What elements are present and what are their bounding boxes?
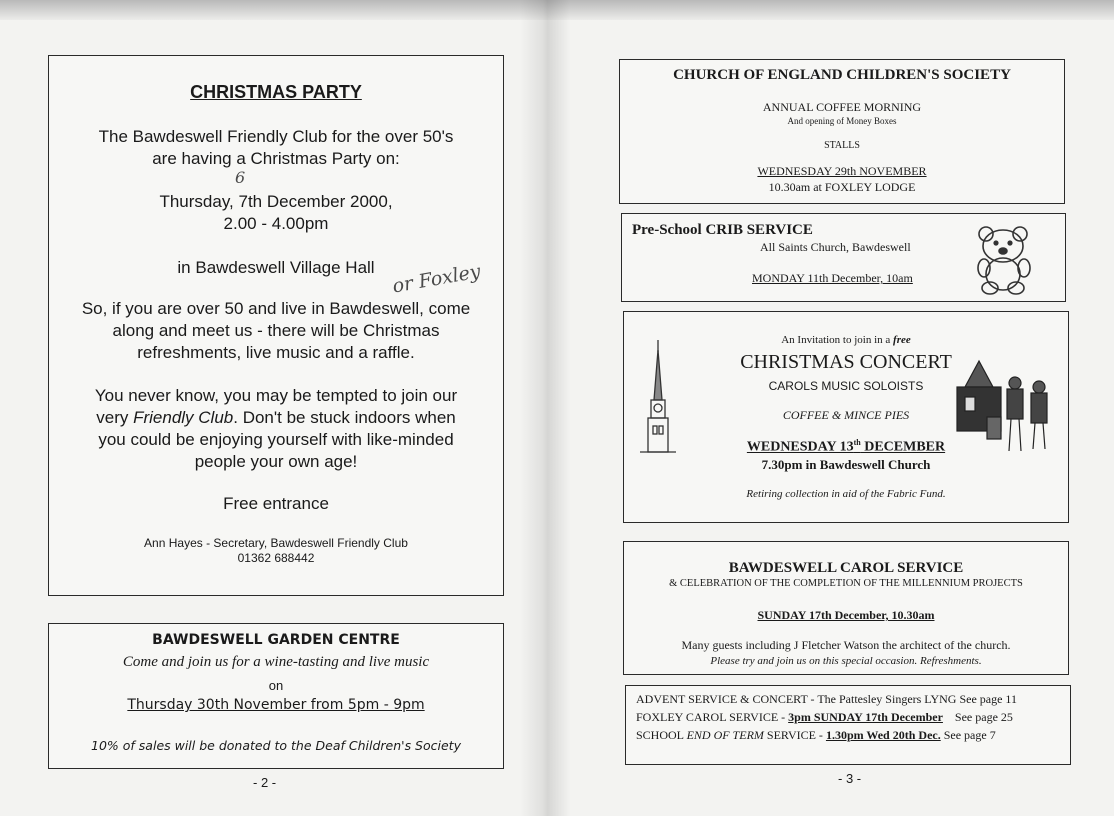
crib-place: All Saints Church, Bawdeswell <box>760 240 911 254</box>
cecs-stalls: STALLS <box>824 140 860 151</box>
never-2-a: very <box>96 408 134 427</box>
crib-service-box <box>621 213 1066 302</box>
garden-centre-box <box>48 623 504 769</box>
garden-date: Thursday 30th November from 5pm - 9pm <box>127 697 425 713</box>
concert-invite-a: An Invitation to join in a <box>781 334 894 346</box>
handwritten-six: 6 <box>235 168 246 187</box>
party-intro-1: The Bawdeswell Friendly Club for the over 50's <box>98 127 454 146</box>
carol-date: SUNDAY 17th December, 10.30am <box>757 608 935 622</box>
concert-time: 7.30pm in Bawdeswell Church <box>761 457 931 472</box>
concert-date-a: WEDNESDAY 13 <box>746 439 854 455</box>
concert-invite-free: free <box>893 334 911 346</box>
advent-l3-d: 1.30pm Wed 20th Dec. <box>825 728 941 742</box>
cecs-time: 10.30am at FOXLEY LODGE <box>768 180 916 194</box>
advent-l2-b: 3pm SUNDAY 17th December <box>788 710 943 724</box>
concert-refreshments: COFFEE & MINCE PIES <box>782 408 910 422</box>
advent-l3-c: SERVICE - <box>763 728 826 742</box>
concert-date-b: DECEMBER <box>860 439 946 455</box>
party-body-3: refreshments, live music and a raffle. <box>137 343 415 362</box>
other-services-box <box>625 685 1071 765</box>
page-number-right: - 3 - <box>838 771 862 786</box>
advent-l3-e: See page 7 <box>940 728 996 742</box>
party-date: Thursday, 7th December 2000, <box>159 192 393 211</box>
page-number-left: - 2 - <box>253 775 277 790</box>
party-title: CHRISTMAS PARTY <box>190 82 362 102</box>
party-contact: Ann Hayes - Secretary, Bawdeswell Friendly Club <box>144 536 408 550</box>
garden-subtitle: Come and join us for a wine-tasting and live music <box>122 654 430 670</box>
party-free-entrance: Free entrance <box>223 494 329 513</box>
cecs-sub: And opening of Money Boxes <box>787 116 897 126</box>
concert-title: CHRISTMAS CONCERT <box>740 351 952 373</box>
carol-singers-icon <box>951 357 1057 461</box>
party-body-2: along and meet us - there will be Christmas <box>112 321 440 340</box>
cecs-title: CHURCH OF ENGLAND CHILDREN'S SOCIETY <box>673 67 1011 83</box>
crib-title: Pre-School CRIB SERVICE <box>632 222 813 238</box>
carol-guests: Many guests including J Fletcher Watson the architect of the church. <box>681 638 1011 652</box>
cecs-event: ANNUAL COFFEE MORNING <box>762 100 922 114</box>
garden-on: on <box>268 678 284 693</box>
christmas-party-box <box>48 55 504 596</box>
church-spire-icon <box>638 340 678 458</box>
party-time: 2.00 - 4.00pm <box>223 214 329 233</box>
advent-line-3 <box>636 728 996 743</box>
advent-l3-b: END OF TERM <box>686 728 764 742</box>
party-never-3: you could be enjoying yourself with like-minded <box>98 430 454 449</box>
handwritten-or-foxley: or Foxley <box>390 260 483 298</box>
cecs-date: WEDNESDAY 29th NOVEMBER <box>757 164 927 178</box>
concert-date-sup: th <box>853 438 861 447</box>
concert-invite <box>624 334 1068 346</box>
carol-service-box <box>623 541 1069 675</box>
carol-sub: & CELEBRATION OF THE COMPLETION OF THE MILLENNIUM PROJECTS <box>669 578 1023 589</box>
teddy-bear-icon <box>974 224 1038 296</box>
crib-date: MONDAY 11th December, 10am <box>752 271 913 285</box>
childrens-society-box <box>619 59 1065 204</box>
advent-l2-a: FOXLEY CAROL SERVICE - <box>636 710 789 724</box>
page-gutter <box>520 0 570 816</box>
advent-l2-c: See page 25 <box>942 710 1013 724</box>
advent-l3-a: SCHOOL <box>636 728 687 742</box>
carol-title: BAWDESWELL CAROL SERVICE <box>728 560 964 576</box>
advent-line-2 <box>636 710 1013 725</box>
party-intro-2: are having a Christmas Party on: <box>152 149 400 168</box>
christmas-concert-box <box>623 311 1069 523</box>
party-body-1: So, if you are over 50 and live in Bawdeswell, come <box>81 299 471 318</box>
party-venue: in Bawdeswell Village Hall <box>177 258 375 277</box>
concert-program: CAROLS MUSIC SOLOISTS <box>768 379 924 393</box>
garden-title: BAWDESWELL GARDEN CENTRE <box>152 632 400 648</box>
garden-note: 10% of sales will be donated to the Deaf Children's Society <box>91 738 461 753</box>
party-phone: 01362 688442 <box>237 551 315 565</box>
party-never-2 <box>49 407 503 429</box>
concert-collection: Retiring collection in aid of the Fabric Fund. <box>746 488 946 500</box>
party-never-1: You never know, you may be tempted to join our <box>94 386 458 405</box>
friendly-club-italic: Friendly Club <box>133 408 234 427</box>
advent-line-1: ADVENT SERVICE & CONCERT - The Pattesley Singers LYNG See page 11 <box>636 692 1017 706</box>
never-2-c: . Don't be stuck indoors when <box>233 408 456 427</box>
carol-please: Please try and join us on this special occasion. Refreshments. <box>710 655 982 667</box>
party-never-4: people your own age! <box>194 452 358 471</box>
